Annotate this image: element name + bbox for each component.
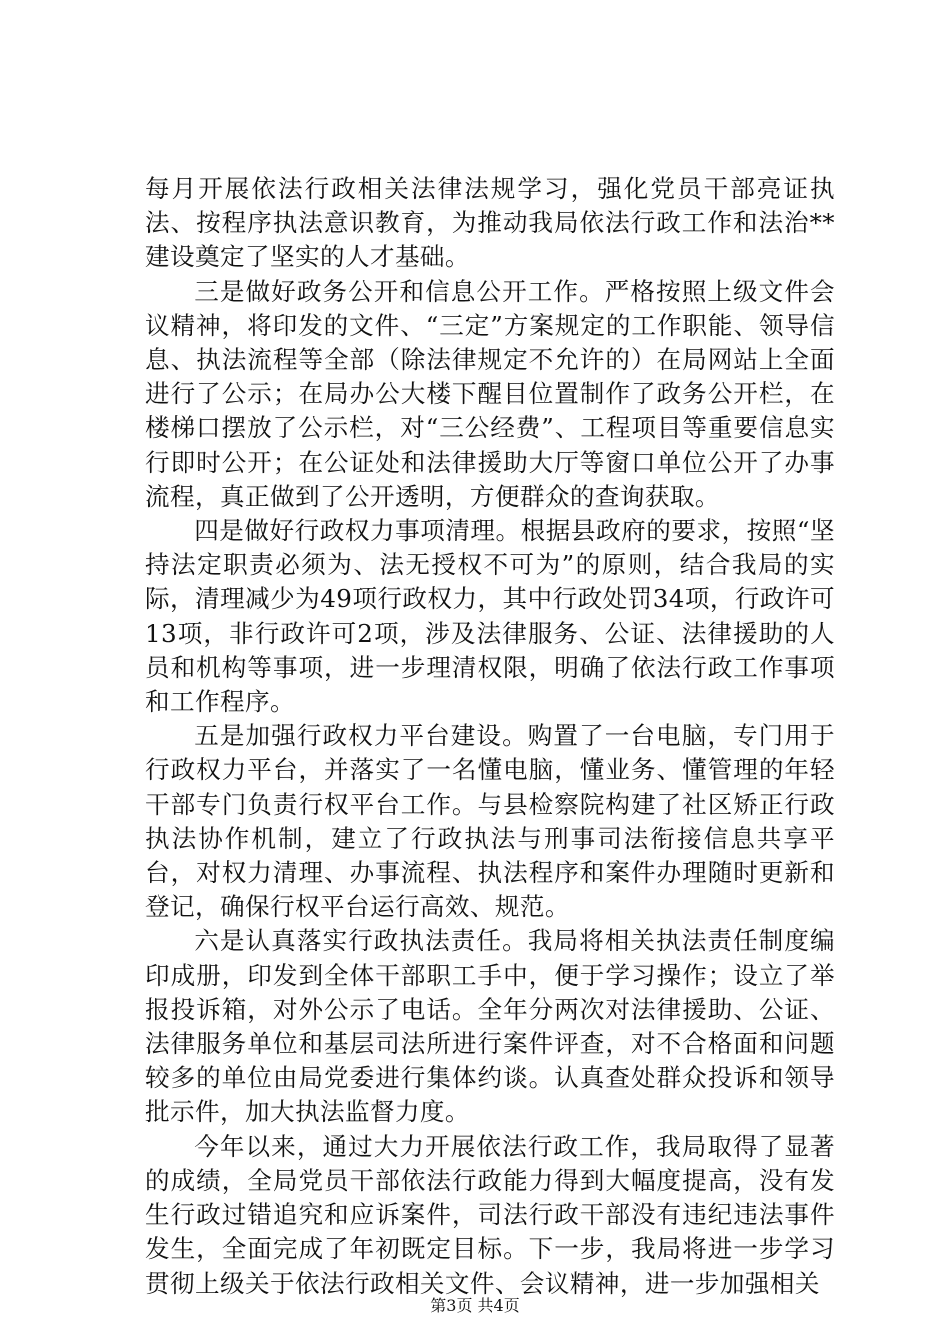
paragraph-item-5: 五是加强行政权力平台建设。购置了一台电脑，专门用于行政权力平台，并落实了一名懂电脑，懂业务、懂管理的年轻干部专门负责行权平台工作。与县检察院构建了社区矫正行政执法协作机制，建立了行政执法与刑事司法衔接信息共享平台，对权力清理、办事流程、执法程序和案件办理随时更新和登记，确保行权平台运行高效、规范。	[145, 721, 835, 922]
page-footer	[0, 1296, 950, 1316]
paragraph-continuation: 每月开展依法行政相关法律法规学习，强化党员干部亮证执法、按程序执法意识教育，为推动我局依法行政工作和法治**建设奠定了坚实的人才基础。	[145, 174, 835, 272]
document-body	[145, 172, 835, 1301]
paragraph-item-6: 六是认真落实行政执法责任。我局将相关执法责任制度编印成册，印发到全体干部职工手中，便于学习操作；设立了举报投诉箱，对外公示了电话。全年分两次对法律援助、公证、法律服务单位和基层司法所进行案件评查，对不合格面和问题较多的单位由局党委进行集体约谈。认真查处群众投诉和领导批示件，加大执法监督力度。	[145, 926, 835, 1127]
paragraph-item-4: 四是做好行政权力事项清理。根据县政府的要求，按照“坚持法定职责必须为、法无授权不可为”的原则，结合我局的实际，清理减少为49项行政权力，其中行政处罚34项，行政许可13项，非行政许可2项，涉及法律服务、公证、法律援助的人员和机构等事项，进一步理清权限，明确了依法行政工作事项和工作程序。	[145, 516, 835, 717]
page-number-label: 第3页 共4页	[430, 1296, 520, 1315]
paragraph-summary: 今年以来，通过大力开展依法行政工作，我局取得了显著的成绩，全局党员干部依法行政能力得到大幅度提高，没有发生行政过错追究和应诉案件，司法行政干部没有违纪违法事件发生，全面完成了年初既定目标。下一步，我局将进一步学习贯彻上级关于依法行政相关文件、会议精神，进一步加强相关	[145, 1131, 835, 1298]
paragraph-item-3: 三是做好政务公开和信息公开工作。严格按照上级文件会议精神，将印发的文件、“三定”方案规定的工作职能、领导信息、执法流程等全部（除法律规定不允许的）在局网站上全面进行了公示；在局办公大楼下醒目位置制作了政务公开栏，在楼梯口摆放了公示栏，对“三公经费”、工程项目等重要信息实行即时公开；在公证处和法律援助大厅等窗口单位公开了办事流程，真正做到了公开透明，方便群众的查询获取。	[145, 276, 835, 511]
